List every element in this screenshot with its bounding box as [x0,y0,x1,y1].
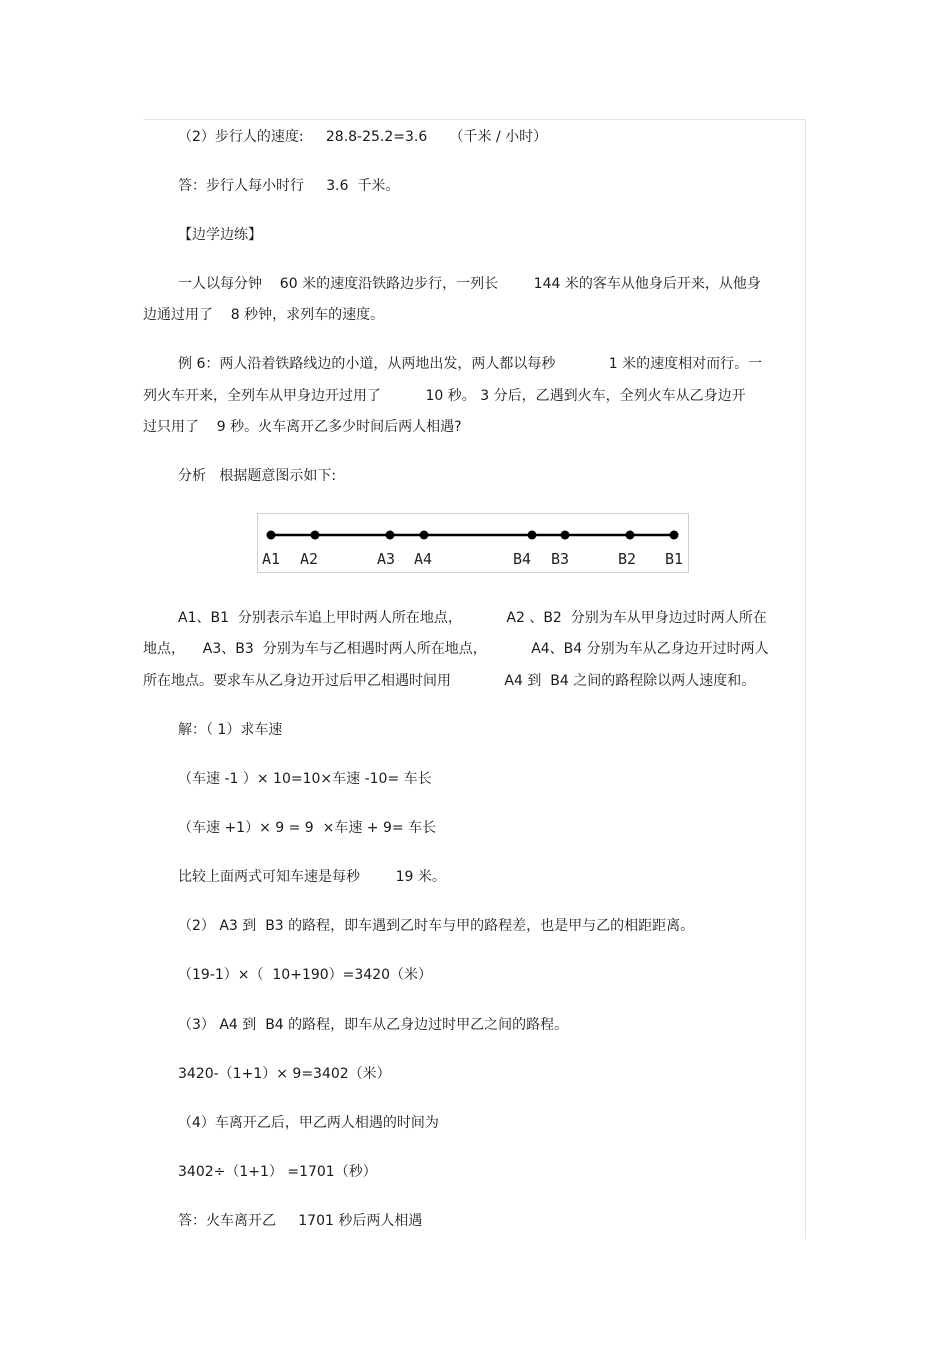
text-line-example6-1: 例 6：两人沿着铁路线边的小道，从两地出发，两人都以每秒 1 米的速度相对而行。一 [178,356,763,372]
label-a1: A1 [262,550,281,568]
label-a4: A4 [414,550,433,568]
point-b1 [670,531,679,540]
label-a3: A3 [377,550,396,568]
point-b2 [626,531,635,540]
text-line-explain-2: 地点， A3、B3 分别为车与乙相遇时两人所在地点， A4、B4 分别为车从乙身边开过时两人 [143,641,769,657]
label-b2: B2 [618,550,637,568]
text-line-car-speed: 比较上面两式可知车速是每秒 19 米。 [178,869,446,885]
formula-line-2: （车速 +1）× 9 = 9 ×车速 + 9= 车长 [178,820,437,836]
text-line-answer-walker: 答：步行人每小时行 3.6 千米。 [178,178,400,194]
point-b3 [561,531,570,540]
text-line-example6-2: 列火车开来，全列车从甲身边开过用了 10 秒。 3 分后，乙遇到火车，全列火车从乙身边开 [143,388,746,404]
text-line-step-3: （3） A4 到 B4 的路程，即车从乙身边过时甲乙之间的路程。 [178,1017,569,1033]
label-b3: B3 [551,550,570,568]
text-line-final-answer: 答：火车离开乙 1701 秒后两人相遇 [178,1213,423,1229]
track-diagram [257,513,689,573]
point-a3 [386,531,395,540]
formula-line-4: 3420-（1+1）× 9=3402（米） [178,1066,391,1082]
label-a2: A2 [300,550,319,568]
point-b4 [528,531,537,540]
text-line-step-2: （2） A3 到 B3 的路程，即车遇到乙时车与甲的路程差，也是甲与乙的相距距离。 [178,918,695,934]
text-line-practice-1: 一人以每分钟 60 米的速度沿铁路边步行，一列长 144 米的客车从他身后开来，从他身 [178,276,761,292]
label-b4: B4 [513,550,532,568]
formula-line-3: （19-1）×（ 10+190）=3420（米） [178,967,433,983]
section-heading-practice: 【边学边练】 [178,227,262,243]
text-line-analysis: 分析 根据题意图示如下: [178,468,337,484]
text-line-explain-3: 所在地点。要求车从乙身边开过后甲乙相遇时间用 A4 到 B4 之间的路程除以两人速度和。 [143,673,756,689]
text-line-explain-1: A1、B1 分别表示车追上甲时两人所在地点， A2 、B2 分别为车从甲身边过时两人所在 [178,610,767,626]
point-a4 [420,531,429,540]
label-b1: B1 [665,550,684,568]
text-line-example6-3: 过只用了 9 秒。火车离开乙多少时间后两人相遇? [143,419,462,435]
text-line-step-4: （4）车离开乙后，甲乙两人相遇的时间为 [178,1115,439,1131]
formula-line-5: 3402÷（1+1） =1701（秒） [178,1164,377,1180]
text-line-practice-2: 边通过用了 8 秒钟，求列车的速度。 [143,307,385,323]
point-a2 [311,531,320,540]
text-line-solution-1: 解：（ 1）求车速 [178,722,283,738]
text-line-walker-speed: （2）步行人的速度: 28.8-25.2=3.6 （千米 / 小时） [178,129,548,145]
formula-line-1: （车速 -1 ）× 10=10×车速 -10= 车长 [178,771,432,787]
point-a1 [267,531,276,540]
